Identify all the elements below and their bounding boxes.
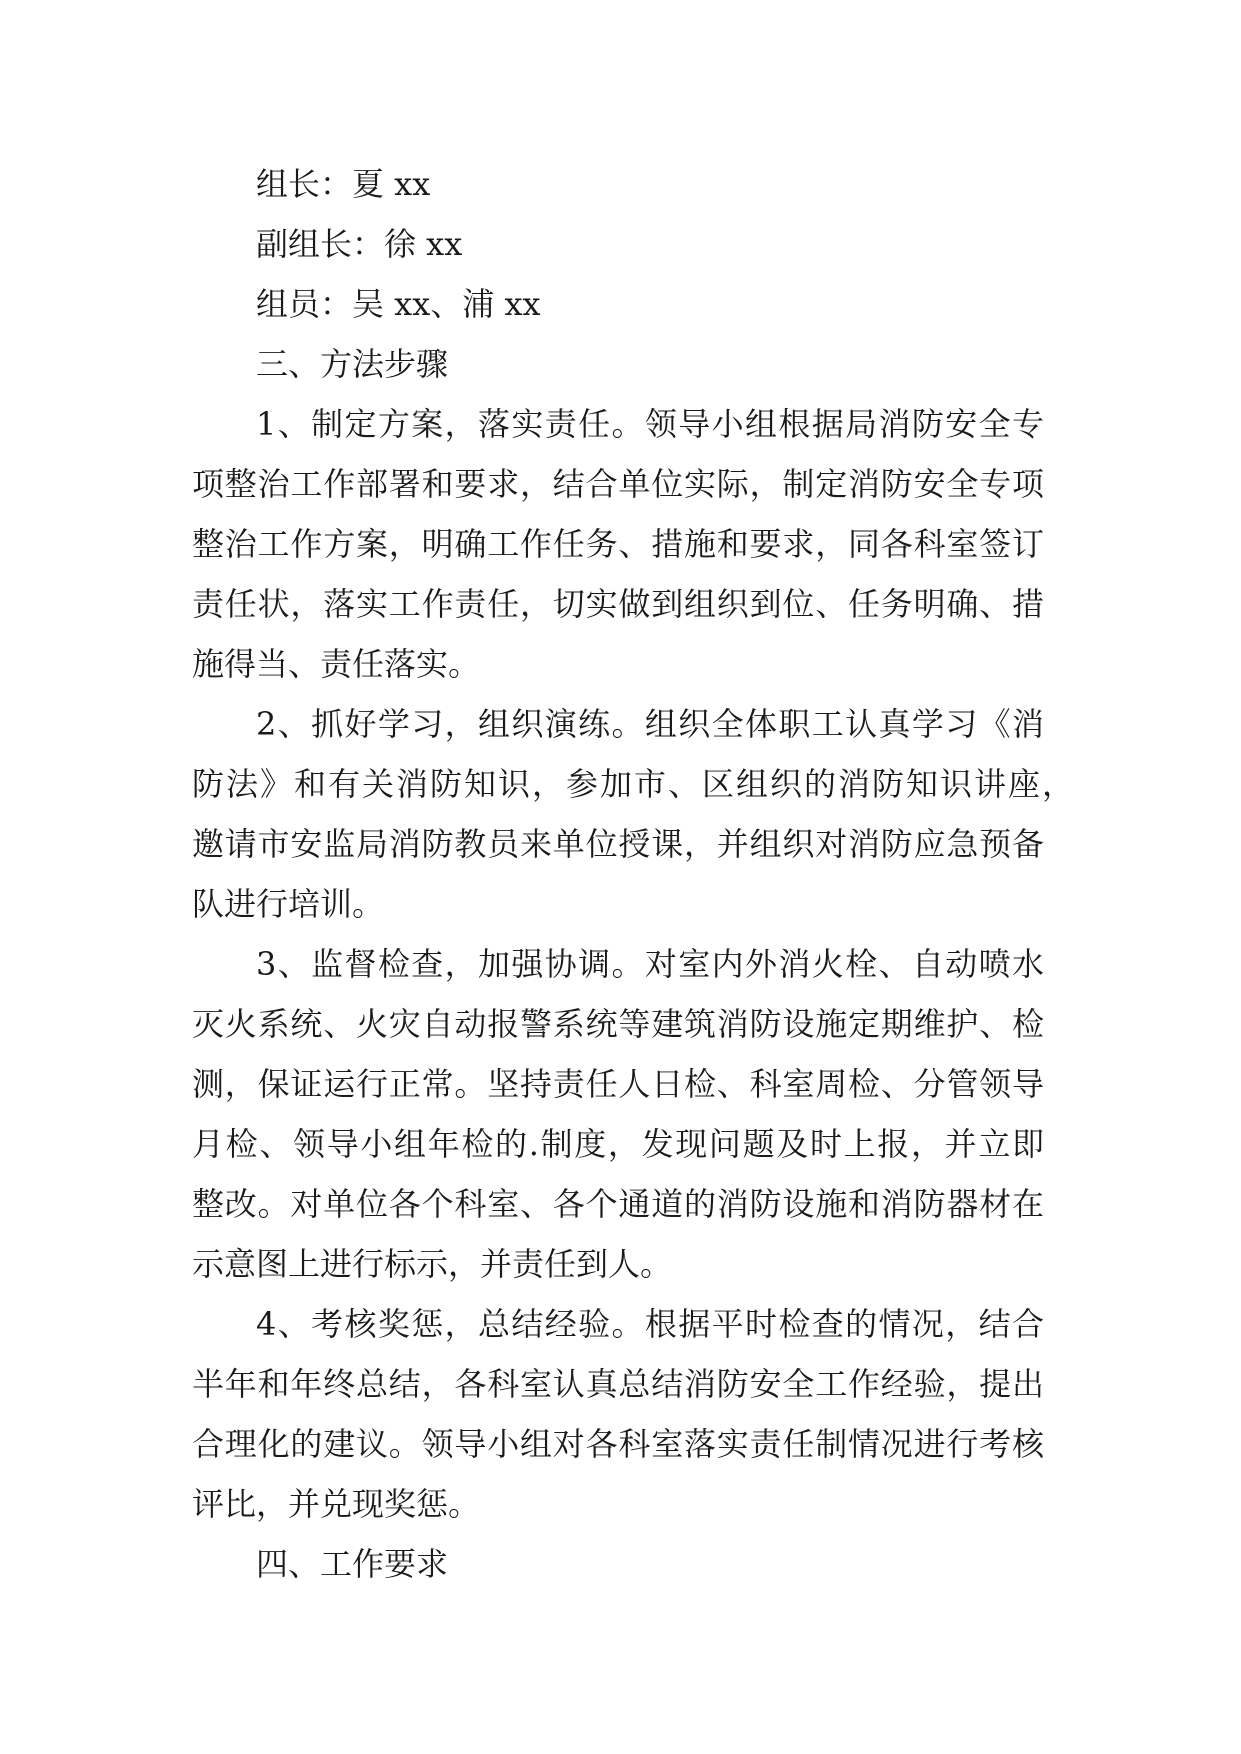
paragraph-3-line: 示意图上进行标示，并责任到人。 (192, 1245, 673, 1283)
deputy-leader-line: 副组长：徐 xx (256, 225, 463, 263)
section-heading-methods: 三、方法步骤 (256, 345, 449, 383)
paragraph-4-line: 评比，并兑现奖惩。 (192, 1485, 481, 1523)
paragraph-2-line: 防法》和有关消防知识，参加市、区组织的消防知识讲座， (192, 765, 1074, 803)
paragraph-1-line: 整治工作方案，明确工作任务、措施和要求，同各科室签订 (192, 525, 1044, 563)
paragraph-4-line: 半年和年终总结，各科室认真总结消防安全工作经验，提出 (192, 1365, 1044, 1403)
paragraph-4-line: 合理化的建议。领导小组对各科室落实责任制情况进行考核 (192, 1425, 1044, 1463)
leader-line: 组长：夏 xx (256, 165, 431, 203)
paragraph-2-line: 邀请市安监局消防教员来单位授课，并组织对消防应急预备 (192, 825, 1044, 863)
paragraph-1-line: 1、制定方案，落实责任。领导小组根据局消防安全专 (256, 405, 1044, 443)
paragraph-3-line: 整改。对单位各个科室、各个通道的消防设施和消防器材在 (192, 1185, 1044, 1223)
paragraph-1-line: 责任状，落实工作责任，切实做到组织到位、任务明确、措 (192, 585, 1044, 623)
paragraph-3-line: 月检、领导小组年检的.制度，发现问题及时上报，并立即 (192, 1125, 1044, 1163)
paragraph-2-line: 2、抓好学习，组织演练。组织全体职工认真学习《消 (256, 705, 1044, 743)
paragraph-2-line: 队进行培训。 (192, 885, 385, 923)
paragraph-4-line: 4、考核奖惩，总结经验。根据平时检查的情况，结合 (256, 1305, 1044, 1343)
paragraph-3-line: 测，保证运行正常。坚持责任人日检、科室周检、分管领导 (192, 1065, 1044, 1103)
section-heading-requirements: 四、工作要求 (256, 1545, 449, 1583)
paragraph-3-line: 灭火系统、火灾自动报警系统等建筑消防设施定期维护、检 (192, 1005, 1044, 1043)
paragraph-1-line: 施得当、责任落实。 (192, 645, 481, 683)
paragraph-3-line: 3、监督检查，加强协调。对室内外消火栓、自动喷水 (256, 945, 1044, 983)
paragraph-1-line: 项整治工作部署和要求，结合单位实际，制定消防安全专项 (192, 465, 1044, 503)
members-line: 组员：吴 xx、浦 xx (256, 285, 541, 323)
